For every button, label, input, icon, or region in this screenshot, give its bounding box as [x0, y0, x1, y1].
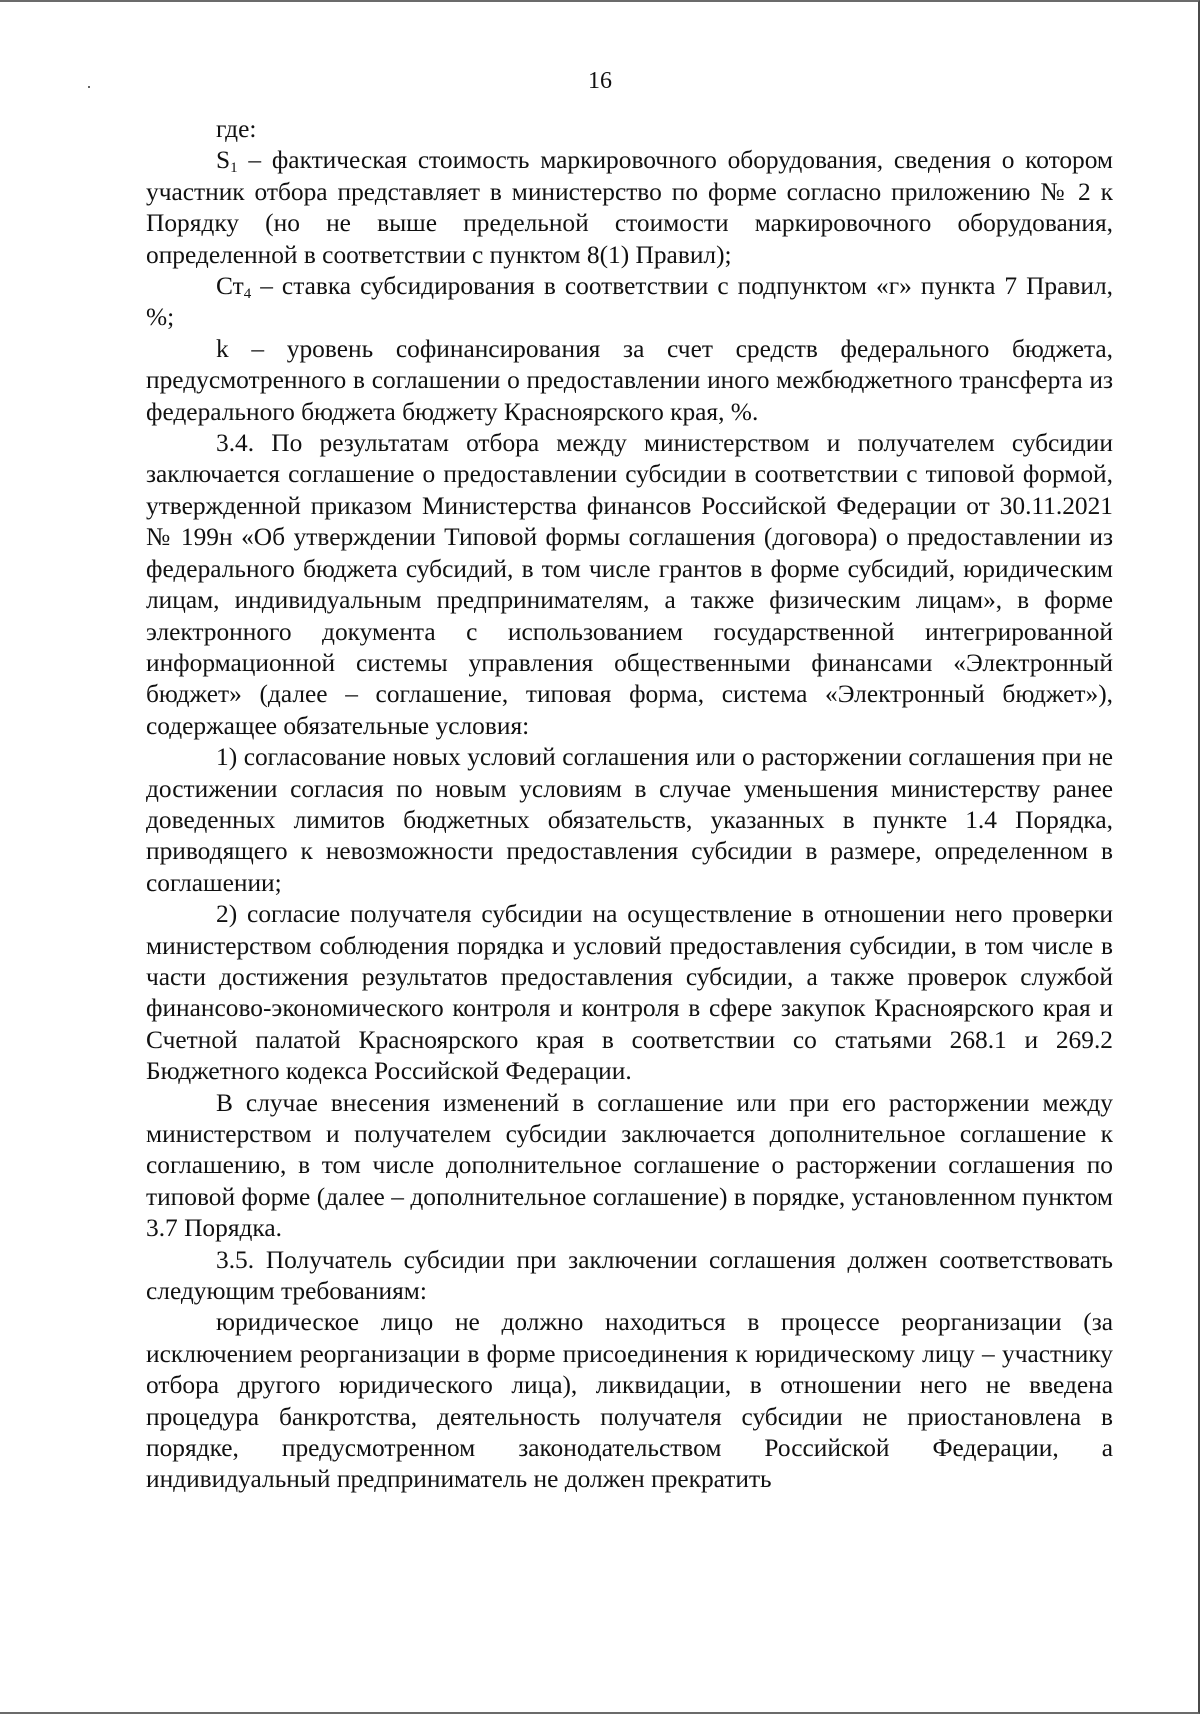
st4-definition-text: – ставка субсидирования в соответствии с подпунктом «г» пункта 7 Правил, %; [146, 272, 1113, 332]
paragraph-3-5: 3.5. Получатель субсидии при заключении соглашения должен соответствовать следующим требованиям: [146, 1245, 1113, 1306]
paragraph-3-4: 3.4. По результатам отбора между министерством и получателем субсидии заключается соглашение о предоставлении субсидии в соответствии с типовой формой, утвержденной приказом Министерства финансов Российской Федерации от 30.11.2021 № 199н «Об утверждении Типовой формы соглашения (договора) о предоставлении из федерального бюджета субсидий, в том числе грантов в форме субсидий, юридическим лицам, индивидуальным предпринимателям, а также физическим лицам», в форме электронного документа с использованием государственной интегрированной информационной системы управления общественными финансами «Электронный бюджет» (далее – соглашение, типовая форма, система «Электронный бюджет»), содержащее обязательные условия: [146, 429, 1113, 740]
variable-st: Ст [216, 272, 244, 301]
s1-definition-text: – фактическая стоимость маркировочного оборудования, сведения о котором участник отбора представляет в министерство по форме согласно приложению № 2 к Порядку (но не выше предельной стоимости маркировочного оборудования, определенной в соответствии с пунктом 8(1) Правил); [146, 146, 1113, 269]
document-body [146, 114, 1113, 1496]
paragraph-k-definition: k – уровень софинансирования за счет средств федерального бюджета, предусмотренного в соглашении о предоставлении иного межбюджетного трансферта из федерального бюджета бюджету Красноярского края, %. [146, 334, 1113, 426]
paragraph-requirements: юридическое лицо не должно находиться в процессе реорганизации (за исключением реорганизации в форме присоединения к юридическому лицу – участнику отбора другого юридического лица), ликвидации, в отношении него не введена процедура банкротства, деятельность получателя субсидии не приостановлена в порядке, предусмотренном законодательством Российской Федерации, а индивидуальный предприниматель не должен прекратить [146, 1308, 1113, 1494]
paragraph-condition-1: 1) согласование новых условий соглашения или о расторжении соглашения при не достижении согласия по новым условиям в случае уменьшения министерству ранее доведенных лимитов бюджетных обязательств, указанных в пункте 1.4 Порядка, приводящего к невозможности предоставления субсидии в размере, определенном в соглашении; [146, 743, 1113, 897]
variable-s: S [216, 146, 231, 175]
paragraph-where: где: [216, 115, 257, 143]
subscript-1: 1 [230, 160, 238, 177]
paragraph-st4-definition [146, 271, 1113, 334]
paragraph-s1-definition [146, 145, 1113, 271]
paragraph-amendments: В случае внесения изменений в соглашение или при его расторжении между министерством и получателем субсидии заключается дополнительное соглашение к соглашению, в том числе дополнительное соглашение о расторжении соглашения по типовой форме (далее – дополнительное соглашение) в порядке, установленном пунктом 3.7 Порядка. [146, 1088, 1113, 1243]
scan-speck [88, 86, 90, 88]
page-number: 16 [588, 68, 612, 94]
paragraph-condition-2: 2) согласие получателя субсидии на осуществление в отношении него проверки министерством соблюдения порядка и условий предоставления субсидии, в том числе в части достижения результатов предоставления субсидии, а также проверок службой финансово-экономического контроля и контроля в сфере закупок Красноярского края и Счетной палатой Красноярского края в соответствии со статьями 268.1 и 269.2 Бюджетного кодекса Российской Федерации. [146, 900, 1113, 1086]
subscript-4: 4 [243, 286, 252, 303]
